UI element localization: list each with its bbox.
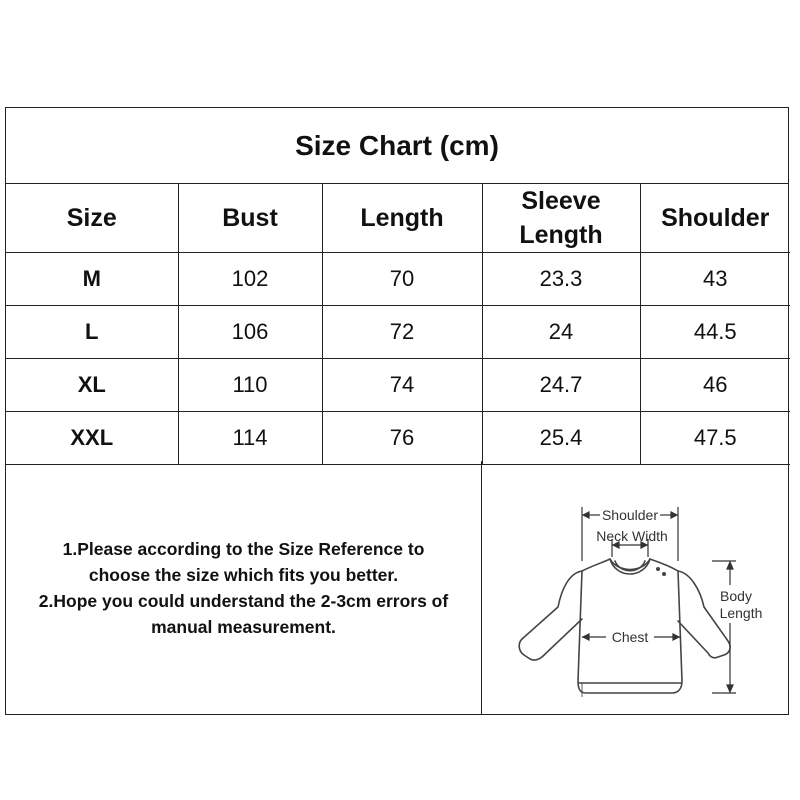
cell-sleeve-length: 24.7: [482, 359, 640, 412]
cell-length: 76: [322, 412, 482, 465]
cell-size: L: [6, 306, 178, 359]
table-row: [6, 412, 790, 465]
note-line: manual measurement.: [151, 616, 336, 637]
notes: [6, 461, 482, 714]
cell-bust: 102: [178, 253, 322, 306]
note-line: choose the size which fits you better.: [88, 564, 399, 585]
note-line: 2.Hope you could understand the 2-3cm errors of: [38, 590, 449, 611]
header-shoulder: Shoulder: [640, 184, 790, 253]
cell-shoulder: 44.5: [640, 306, 790, 359]
cell-sleeve-length: 23.3: [482, 253, 640, 306]
cell-sleeve-length: 25.4: [482, 412, 640, 465]
header-sleeve-length-text: Sleeve Length: [519, 187, 603, 249]
label-neck-width: Neck Width: [596, 528, 668, 544]
size-table: [6, 184, 790, 465]
cell-length: 70: [322, 253, 482, 306]
header-row: [6, 184, 790, 253]
cell-bust: 106: [178, 306, 322, 359]
cell-bust: 114: [178, 412, 322, 465]
measurement-diagram: [482, 461, 788, 714]
label-shoulder: Shoulder: [601, 507, 659, 523]
table-row: [6, 359, 790, 412]
header-size: Size: [6, 184, 178, 253]
size-chart: [5, 107, 789, 715]
cell-shoulder: 43: [640, 253, 790, 306]
cell-size: M: [6, 253, 178, 306]
cell-shoulder: 47.5: [640, 412, 790, 465]
cell-shoulder: 46: [640, 359, 790, 412]
cell-bust: 110: [178, 359, 322, 412]
header-sleeve-length: [482, 184, 640, 253]
table-row: [6, 306, 790, 359]
label-body: Body: [720, 588, 752, 604]
label-length: Length: [719, 605, 763, 621]
label-chest: Chest: [611, 629, 649, 645]
chart-title: Size Chart (cm): [6, 108, 788, 184]
cell-sleeve-length: 24: [482, 306, 640, 359]
header-length: Length: [322, 184, 482, 253]
sweater-diagram-icon: [482, 461, 788, 714]
table-row: [6, 253, 790, 306]
note-line: 1.Please according to the Size Reference to: [62, 538, 425, 559]
cell-length: 72: [322, 306, 482, 359]
cell-size: XL: [6, 359, 178, 412]
cell-length: 74: [322, 359, 482, 412]
header-bust: Bust: [178, 184, 322, 253]
cell-size: XXL: [6, 412, 178, 465]
